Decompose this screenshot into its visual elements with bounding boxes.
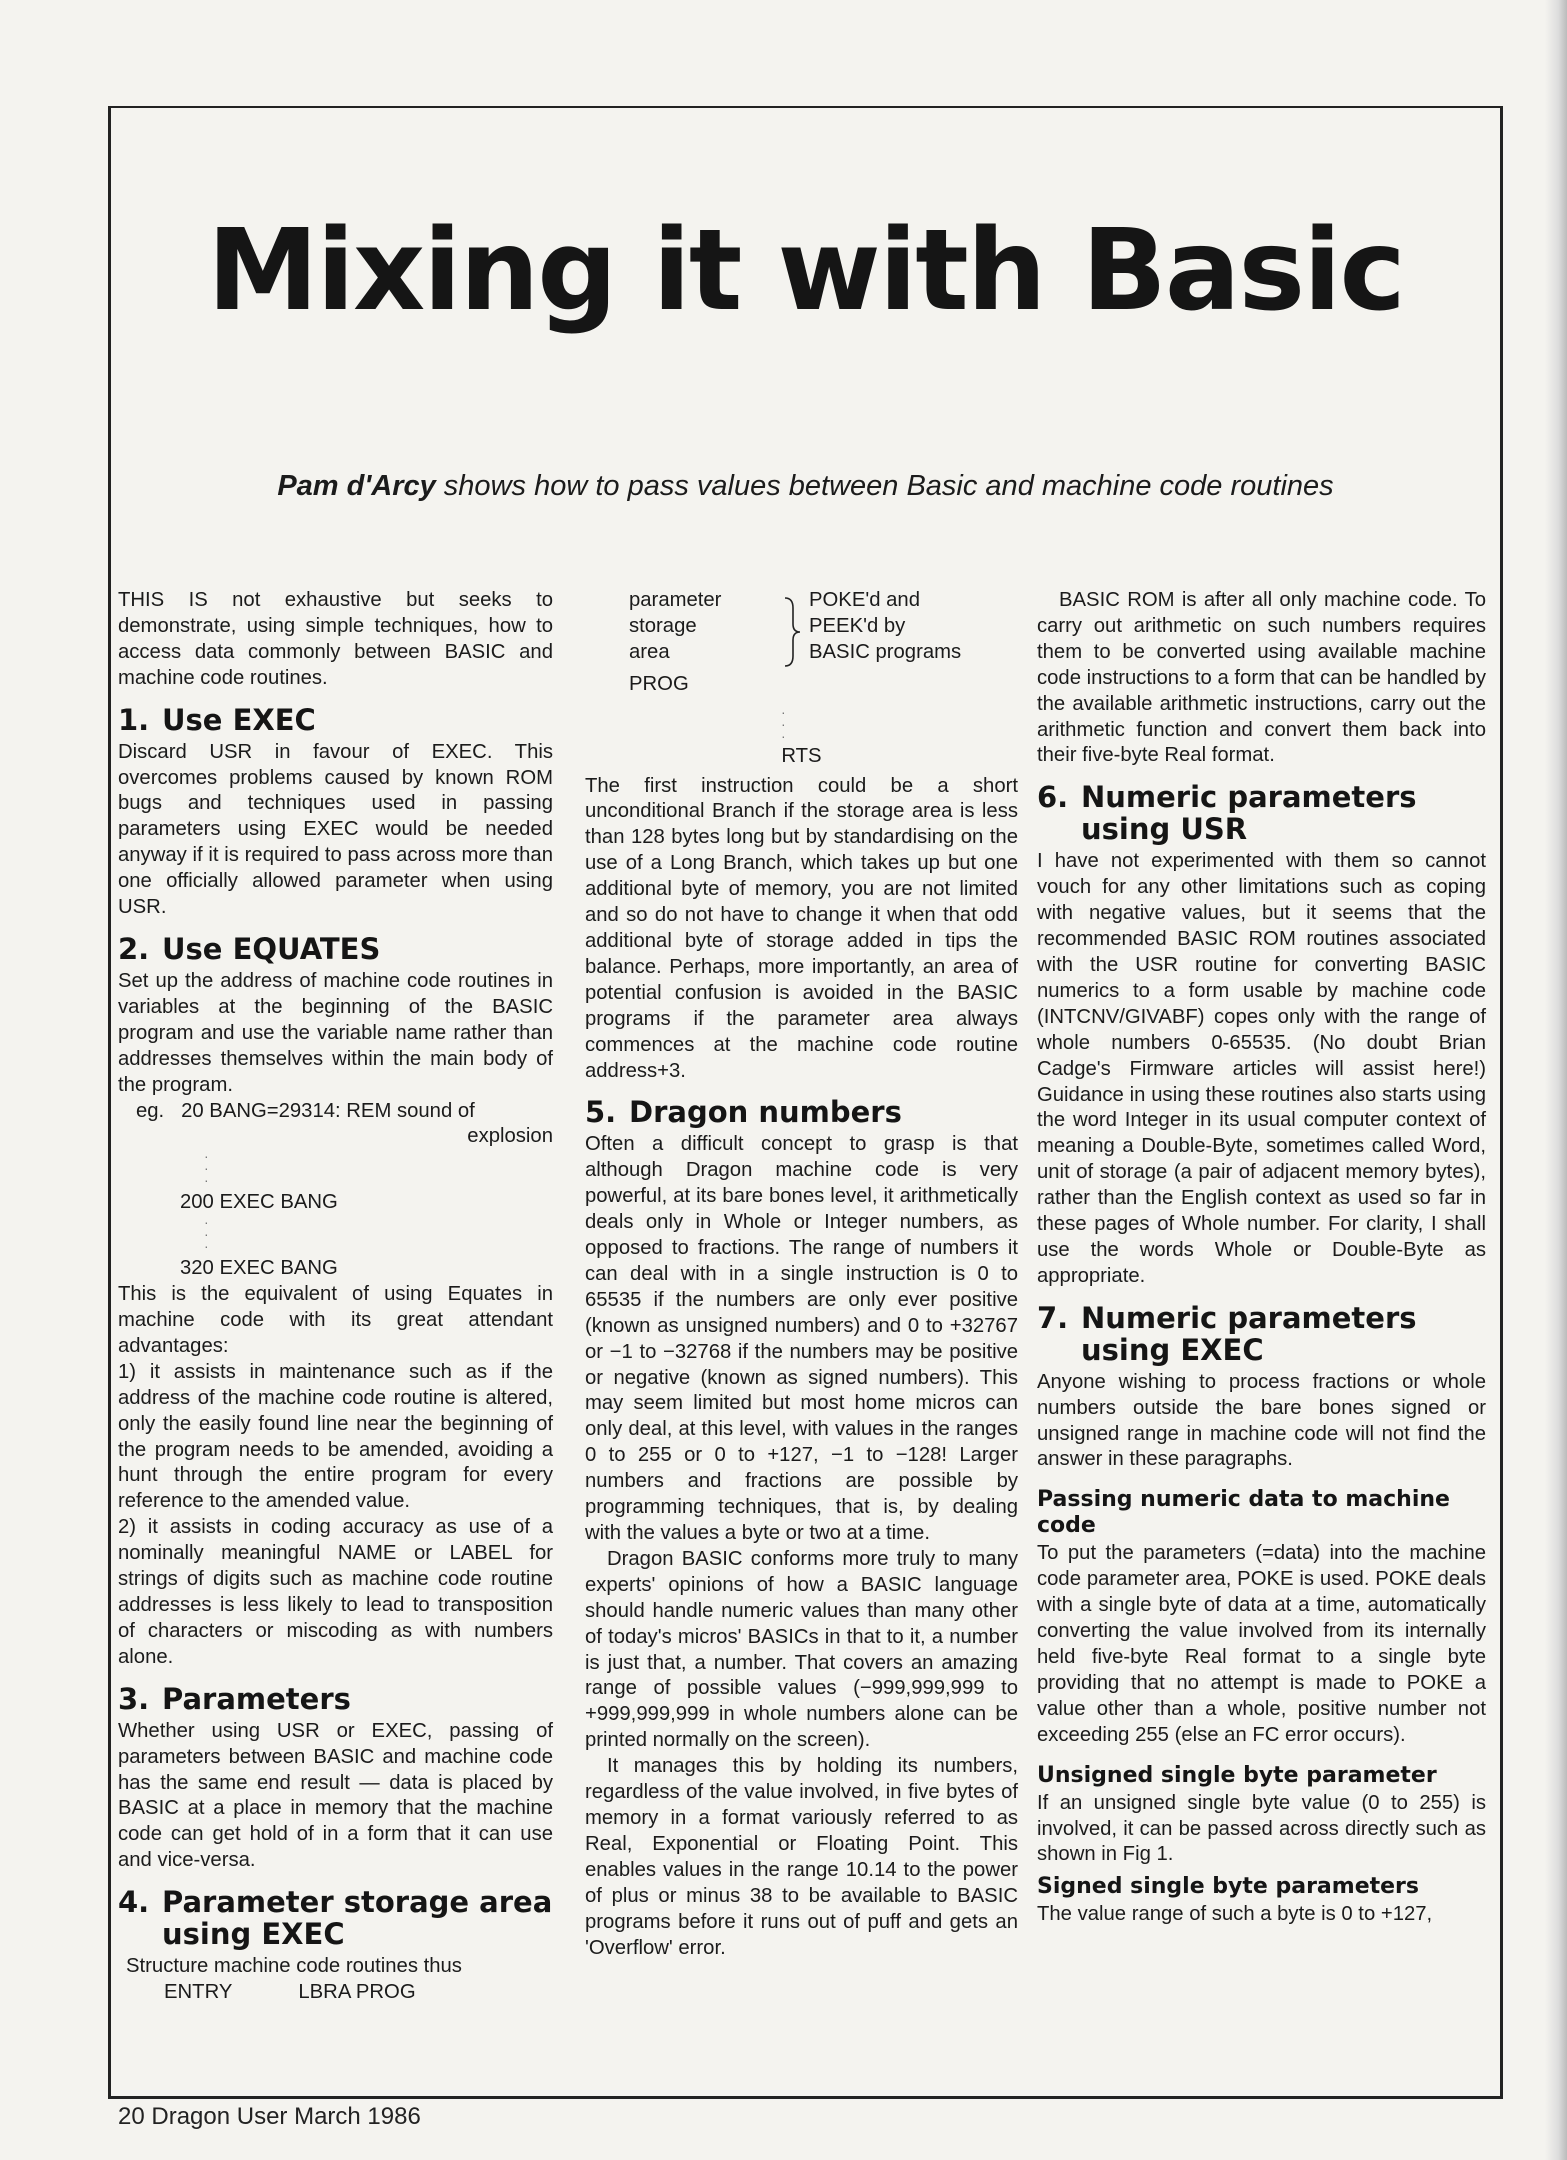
col3-paragraph-2: I have not experimented with them so cannot vouch for any other limitations such as coping with negative values, but it seems that the recommended BASIC ROM routines associated with the USR routine for converting BASIC numerics to a form usable by machine code (INTCNV/GIVABF) copes only with the range of whole numbers 0-65535. (No doubt Brian Cadge's Firmware articles will assist here!) Guidance in using these routines also starts using the word Integer in its usual computer context of meaning a Double-Byte, sometimes called Word, unit of storage (a pair of adjacent memory bytes), rather than the English context as used so far in these pages of Whole number. For clarity, I shall use the words Whole or Double-Byte as appropriate. [1037, 850, 1486, 1287]
code-line-200: 200 EXEC BANG [180, 1191, 338, 1214]
code-line-320: 320 EXEC BANG [180, 1257, 338, 1280]
code-example [118, 1099, 553, 1283]
section-3-body: Whether using USR or EXEC, passing of parameters between BASIC and machine code has the same end result — data is placed by BASIC at a place in memory that the machine code can get hold of in a form that it can use and vice-versa. [118, 1719, 553, 1872]
col3-paragraph-6: The value range of such a byte is 0 to +127, [1037, 1903, 1433, 1926]
code-line-20-cont: explosion [467, 1125, 553, 1148]
diagram-label: BASIC programs [809, 640, 962, 663]
col3-paragraph-4: To put the parameters (=data) into the machine code parameter area, POKE is used. POKE deals with a single byte of data at a time, automatically converting the value involved from its internally held five-byte Real format to a single byte providing that no attempt is made to POKE a value other than a whole, positive number not exceeding 255 (else an FC error occurs). [1037, 1542, 1486, 1746]
subheading-passing-numeric-data: Passing numeric data to machine code [1037, 1487, 1450, 1539]
col2-paragraph-2: Often a difficult concept to grasp is that although Dragon machine code is very powerful, at its bare bones level, it arithmetically deals only in Whole or Integer numbers, as opposed to fractions. The range of numbers it can deal with in a single instruction is 0 to 65535 if the numbers are only ever positive (known as unsigned numbers) and 0 to +32767 or −1 to −32768 if the numbers may be positive or negative (known as signed numbers). This may seem limited but most home micros can only deal, at this level, with values in the ranges 0 to 255 or 0 to +127, −1 to −128! Larger numbers and fractions are possible by programming techniques, that is, by dealing with the values a byte or two at a time. [585, 1133, 1018, 1544]
rts-label: RTS [781, 744, 822, 767]
section-1-heading: 1. Use EXEC [118, 702, 316, 737]
col3-paragraph-5: If an unsigned single byte value (0 to 255) is involved, it can be passed across directly such as shown in Fig 1. [1037, 1791, 1486, 1866]
section-5-heading: 5. Dragon numbers [585, 1095, 902, 1130]
section-4-body: Structure machine code routines thus [126, 1955, 462, 1978]
section-1-body: Discard USR in favour of EXEC. This overcomes problems caused by known ROM bugs and techniques used in passing parameters using EXEC would be needed anyway if it is required to pass across more than one officially allowed parameter when using USR. [118, 740, 553, 919]
col2-paragraph-4: It manages this by holding its numbers, regardless of the value involved, in five bytes of memory in a format variously referred to as Real, Exponential or Floating Point. This enables values in the range 10.14 to the power of plus or minus 38 to be available to BASIC programs before it runs out of puff and gets an 'Overflow' error. [585, 1755, 1018, 1959]
section-2-body: Set up the address of machine code routines in variables at the beginning of the BASIC program and use the variable name rather than addresses themselves within the main body of the program. [118, 969, 553, 1096]
ellipsis-dots: · · · [204, 1214, 209, 1255]
col2-paragraph-1: The first instruction could be a short unconditional Branch if the storage area is less than 128 bytes long but by standardising on the use of a Long Branch, which takes up but one additional byte of memory, you are not limited and so do not have to change it when that odd additional byte of storage added in tips the balance. Perhaps, more importantly, an area of potential confusion is avoided in the BASIC programs if the parameter area always commences at the machine code routine address+3. [585, 774, 1018, 1082]
entry-code-line: ENTRY LBRA PROG [164, 1981, 416, 2004]
diagram-label: PEEK'd by [809, 614, 906, 637]
diagram-label: parameter [629, 589, 722, 611]
page-edge-shadow [1545, 0, 1567, 2160]
column-3 [1037, 588, 1486, 1928]
standfirst [108, 470, 1503, 503]
intro-paragraph: THIS IS not exhaustive but seeks to demonstrate, using simple techniques, how to access data commonly between BASIC and machine code routines. [118, 589, 553, 689]
diagram-label: area [629, 640, 670, 663]
col3-paragraph-1: BASIC ROM is after all only machine code. To carry out arithmetic on such numbers requires them to be converted using available machine code instructions to a form that can be handled by the available arithmetic instructions, carry out the arithmetic function and convert them back into their five-byte Real format. [1037, 589, 1486, 767]
diagram-label: POKE'd and [809, 589, 920, 611]
subheading-unsigned-single-byte: Unsigned single byte parameter [1037, 1762, 1437, 1788]
column-1 [118, 588, 553, 2006]
subheading-signed-single-byte: Signed single byte parameters [1037, 1874, 1419, 1900]
diagram-label: storage [629, 614, 697, 637]
section-4-heading: 4. Parameter storage area using EXEC [118, 1885, 553, 1952]
standfirst-text: shows how to pass values between Basic and machine code routines [435, 470, 1334, 502]
section-7-heading: 7. Numeric parameters using EXEC [1037, 1300, 1417, 1367]
parameter-area-diagram [629, 588, 1018, 698]
diagram-label: PROG [629, 672, 689, 695]
col3-paragraph-3: Anyone wishing to process fractions or whole numbers outside the bare bones signed or unsigned range in machine code will not find the answer in these paragraphs. [1037, 1370, 1486, 1471]
section-3-heading: 3. Parameters [118, 1681, 351, 1716]
code-line-20: eg. 20 BANG=29314: REM sound of [136, 1099, 475, 1122]
ellipsis-dots: · · · [204, 1148, 209, 1189]
col2-paragraph-3: Dragon BASIC conforms more truly to many experts' opinions of how a BASIC language should handle numeric values than many other of today's micros' BASICs in that to it, a number is just that, a number. That covers an amazing range of possible values (−999,999,999 to +999,999,999 in whole numbers alone can be printed normally on the screen). [585, 1547, 1018, 1752]
page-footer: 20 Dragon User March 1986 [118, 2103, 421, 2130]
advantage-2: 2) it assists in coding accuracy as use of a nominally meaningful NAME or LABEL for strings of digits such as machine code routine addresses is less likely to lead to transposition of characters or miscoding as with numbers alone. [118, 1516, 553, 1668]
section-2-heading: 2. Use EQUATES [118, 931, 381, 966]
ellipsis-dots: · · · [781, 703, 786, 744]
brace-icon [779, 588, 809, 698]
article-title: Mixing it with Basic [207, 206, 1404, 336]
section-2-after: This is the equivalent of using Equates in machine code with its great attendant advantages: [118, 1283, 553, 1357]
advantage-1: 1) it assists in maintenance such as if the address of the machine code routine is altered, only the easily found line near the beginning of the program needs to be amended, avoiding a hunt through the entire program for every reference to the amended value. [118, 1360, 553, 1513]
section-6-heading: 6. Numeric parameters using USR [1037, 780, 1417, 847]
author-name: Pam d'Arcy [277, 470, 436, 502]
column-2 [585, 588, 1018, 1961]
